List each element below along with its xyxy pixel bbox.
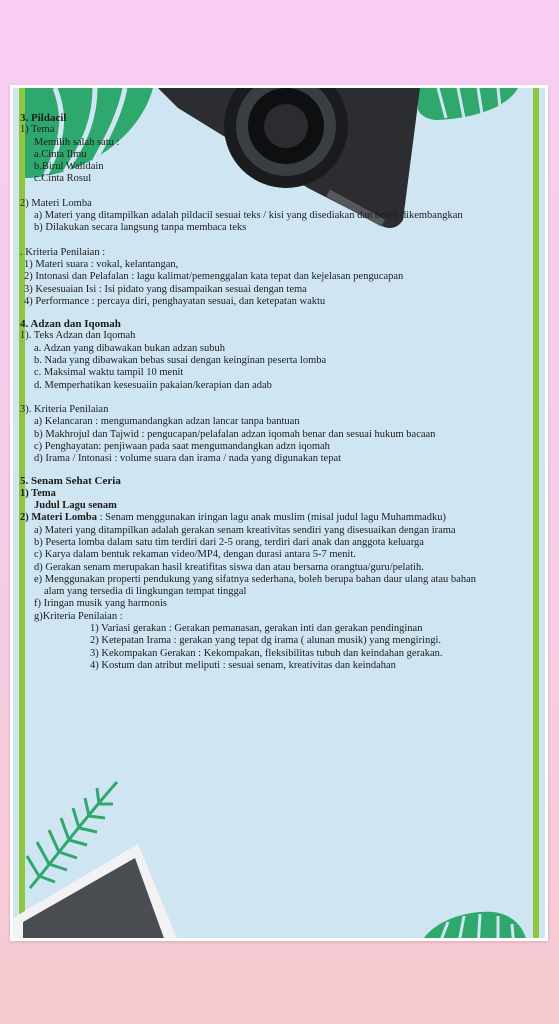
list-item-continuation: alam yang tersedia di lingkungan tempat tinggal xyxy=(44,586,247,598)
option-item: a.Cinta Ilmu xyxy=(34,148,87,160)
teks-heading: 1). Teks Adzan dan Iqomah xyxy=(20,330,136,342)
list-item: 3) Kekompakan Gerakan : Kekompakan, fleksibilitas tubuh dan keindahan gerakan. xyxy=(90,647,443,659)
section-3-title: 3. Pildacil xyxy=(20,112,67,124)
kriteria-heading: . Kriteria Penilaian : xyxy=(20,246,106,258)
judul-line: Judul Lagu senam xyxy=(34,500,117,512)
list-item: c) Karya dalam bentuk rekaman video/MP4, dengan durasi antara 5-7 menit. xyxy=(34,549,356,561)
section-4-title: 4. Adzan dan Iqomah xyxy=(20,318,121,331)
option-item: b.Birul Walidain xyxy=(34,161,104,173)
tema-heading: 1) Tema xyxy=(20,487,56,499)
list-item: d. Memperhatikan kesesuaiin pakaian/kerapian dan adab xyxy=(34,379,272,391)
materi-text: : Senam menggunakan iringan lagu anak muslim (misal judul lagu Muhammadku) xyxy=(96,512,447,524)
list-item: 2) Ketepatan Irama : gerakan yang tepat dg irama ( alunan musik) yang mengiringi. xyxy=(90,635,442,647)
list-item: a. Adzan yang dibawakan bukan adzan subuh xyxy=(34,342,225,354)
list-item: 1) Variasi gerakan : Gerakan pemanasan, gerakan inti dan gerakan pendinginan xyxy=(90,622,423,634)
list-item: b) Makhrojul dan Tajwid : pengucapan/pelafalan adzan iqomah benar dan sesuai hukum bacaan xyxy=(34,428,436,440)
materi-label: 2) Materi Lomba xyxy=(20,512,97,524)
list-item: d) Gerakan senam merupakan hasil kreatifitas siswa dan atau bersama orangtua/guru/pelatih. xyxy=(34,561,424,573)
kriteria-heading: g)Kriteria Penilaian : xyxy=(34,610,123,622)
kriteria-heading: 3). Kriteria Penilaian xyxy=(20,403,109,415)
document-content xyxy=(20,112,520,672)
list-item: a) Materi yang ditampilkan adalah gerakan senam kreativitas sendiri yang disesuaikan dengan irama xyxy=(34,524,456,536)
leaf-icon xyxy=(418,908,528,938)
list-item: b) Peserta lomba dalam satu tim terdiri dari 2-5 orang, terdiri dari anak dan anggota keluarga xyxy=(34,536,424,548)
list-item: 1) Materi suara : vokal, kelantangan, xyxy=(24,258,179,270)
list-item: e) Menggunakan properti pendukung yang sifatnya sederhana, boleh berupa bahan daur ulang atau bahan xyxy=(34,573,477,585)
section-5-title: 5. Senam Sehat Ceria xyxy=(20,475,121,488)
list-item: b. Nada yang dibawakan bebas susai dengan keinginan peserta lomba xyxy=(34,355,327,367)
right-green-stripe xyxy=(533,88,539,938)
text-line: Memilih salah satu : xyxy=(34,136,120,148)
list-item: d) Irama / Intonasi : volume suara dan irama / nada yang digunakan tepat xyxy=(34,453,342,465)
list-item: f) Iringan musik yang harmonis xyxy=(34,598,167,610)
list-item: 3) Kesesuaian Isi : Isi pidato yang disampaikan sesuai dengan tema xyxy=(24,283,307,295)
materi-heading: 2) Materi Lomba xyxy=(20,197,92,209)
list-item: b) Dilakukan secara langsung tanpa membaca teks xyxy=(34,222,247,234)
list-item: 4) Performance : percaya diri, penghayatan sesuai, dan ketepatan waktu xyxy=(24,295,326,307)
list-item: a) Kelancaran : mengumandangkan adzan lancar tanpa bantuan xyxy=(34,416,300,428)
materi-line xyxy=(20,512,520,524)
list-item: 4) Kostum dan atribut meliputi : sesuai senam, kreativitas dan keindahan xyxy=(90,659,396,671)
list-item: 2) Intonasi dan Pelafalan : lagu kalimat/pemenggalan kata tepat dan kejelasan pengucapan xyxy=(24,271,404,283)
tema-heading: 1) Tema xyxy=(20,124,55,136)
photo-frame-icon xyxy=(13,836,178,938)
list-item: c. Maksimal waktu tampil 10 menit xyxy=(34,367,184,379)
option-item: c.Cinta Rosul xyxy=(34,173,92,185)
list-item: c) Penghayatan: penjiwaan pada saat mengumandangkan adzn iqomah xyxy=(34,440,330,452)
list-item: a) Materi yang ditampilkan adalah pildacil sesuai teks / kisi yang disediakan dan boleh dikembangkan xyxy=(34,210,463,222)
